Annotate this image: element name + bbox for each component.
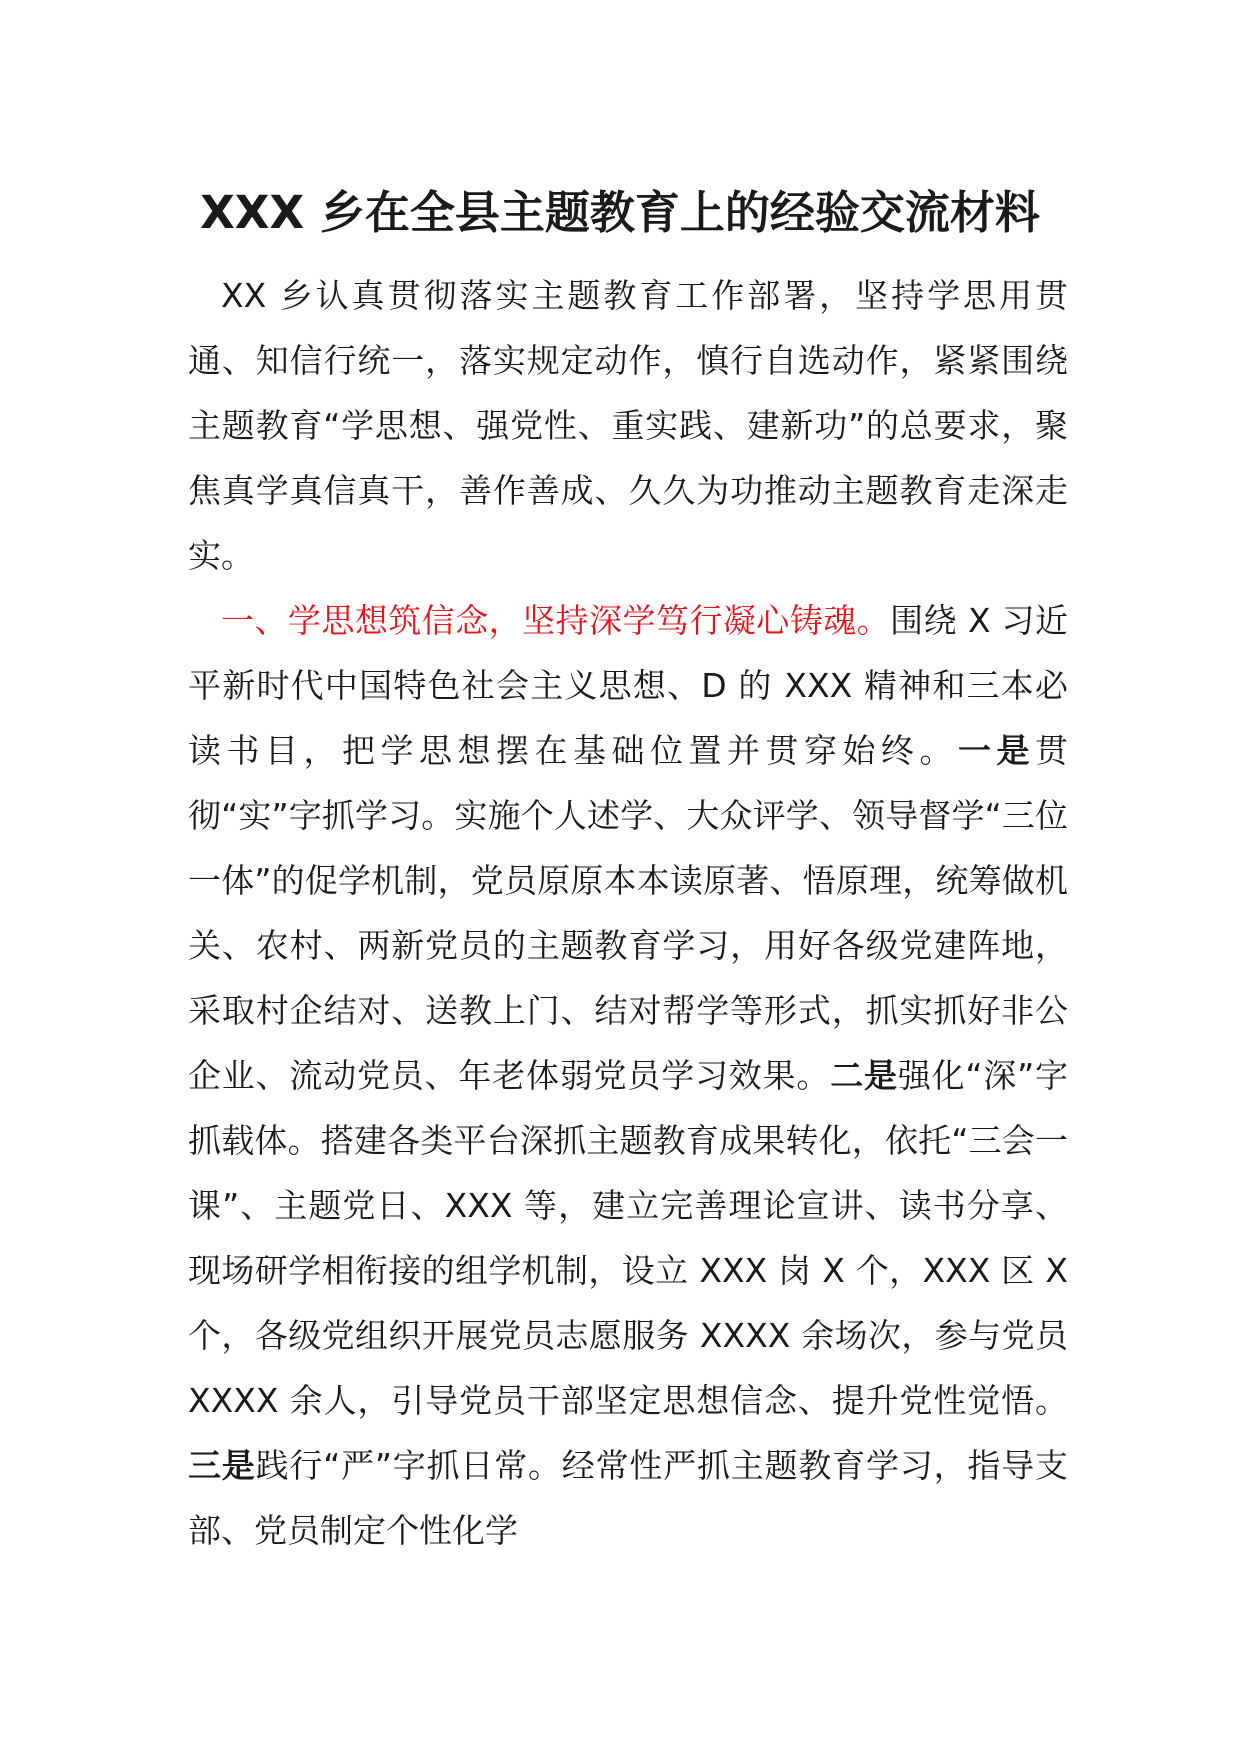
point-3-text: 践行“严”字抓日常。经常性严抓主题教育学习，指导支部、党员制定个性化学 (188, 1446, 1068, 1550)
intro-paragraph: XX 乡认真贯彻落实主题教育工作部署，坚持学思用贯通、知信行统一，落实规定动作，慎行自选动作，紧紧围绕主题教育“学思想、强党性、重实践、建新功”的总要求，聚焦真学真信真干，善作善成、久久为功推动主题教育走深走实。 (188, 276, 1068, 575)
point-1-label: 一是 (958, 731, 1035, 770)
document-title: XXX 乡在全县主题教育上的经验交流材料 (200, 186, 1040, 239)
section-1-heading: 一、学思想筑信念，坚持深学笃行凝心铸魂。 (221, 601, 891, 640)
point-2-label: 二是 (830, 1056, 898, 1095)
point-1-text: 贯彻“实”字抓学习。实施个人述学、大众评学、领导督学“三位一体”的促学机制，党员原原本本读原著、悟原理，统筹做机关、农村、两新党员的主题教育学习，用好各级党建阵地，采取村企结对、送教上门、结对帮学等形式，抓实抓好非公企业、流动党员、年老体弱党员学习效果。 (188, 731, 1068, 1095)
section-1-lead-text: 围绕 X 习近平新时代中国特色社会主义思想、D 的 XXX 精神和三本必读书目，把学思想摆在基础位置并贯穿始终。 (188, 601, 1068, 770)
section-1-paragraph (188, 588, 1068, 1563)
point-3-label: 三是 (188, 1446, 256, 1485)
point-2-text: 强化“深”字抓载体。搭建各类平台深抓主题教育成果转化，依托“三会一课”、主题党日、XXX 等，建立完善理论宣讲、读书分享、现场研学相衔接的组学机制，设立 XXX 岗 X 个，XXX 区 X 个，各级党组织开展党员志愿服务 XXXX 余场次，参与党员 XXXX 余人，引导党员干部坚定思想信念、提升党性觉悟。 (188, 1056, 1069, 1420)
